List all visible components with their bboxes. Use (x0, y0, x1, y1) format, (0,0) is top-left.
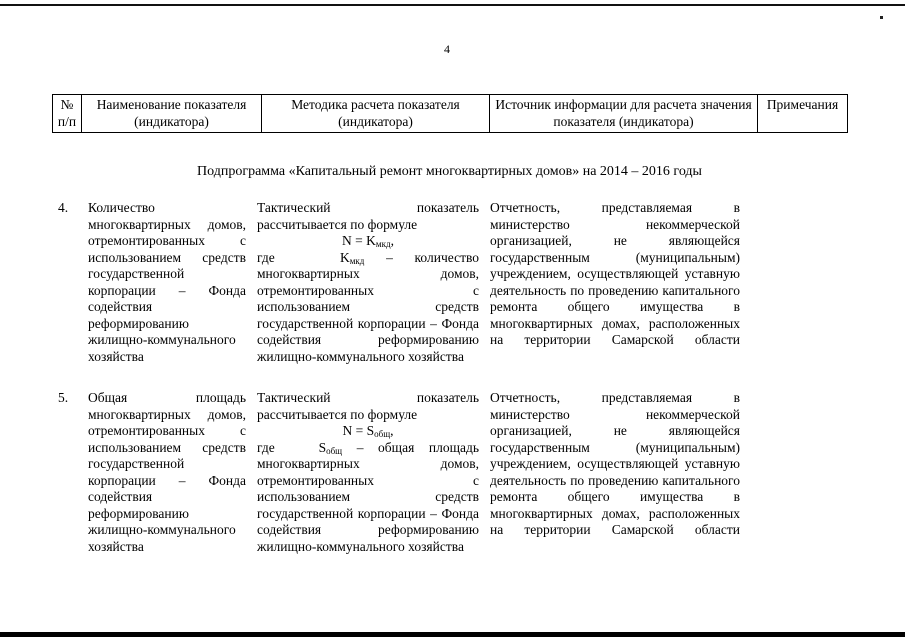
calculation-method (257, 390, 479, 555)
information-source: Отчетность, представляемая в министерство некоммерческой организацией, не являющейся государственным (муниципальным) учреждением, осуществляющей уставную деятельность по проведению капитального ремонта общего имущества в многоквартирных домах, расположенных на территории Самарской области (490, 200, 740, 347)
row-number: 5. (58, 390, 69, 405)
scan-mark (880, 16, 883, 19)
formula: $N = S_{общ}$, (342, 423, 394, 439)
formula: $N = K_{мкд}$, (342, 233, 394, 249)
bottom-border-line (0, 632, 905, 637)
header-note: Примечания (758, 95, 848, 133)
header-num: № п/п (53, 95, 82, 133)
variable-definition: где $S_{общ}$ – общая площадь многоквартирных домов, отремонтированных с использованием средств государственной корпорации – Фонда содействия реформированию жилищно-коммунального хозяйства (257, 439, 480, 554)
indicator-table-header (52, 94, 848, 133)
top-border-line (0, 4, 905, 6)
header-method: Методика расчета показателя (индикатора) (262, 95, 490, 133)
indicator-name: Общая площадь многоквартирных домов, отремонтированных с использованием средств государственной корпорации – Фонда содействия реформированию жилищно-коммунального хозяйства (88, 390, 246, 554)
information-source: Отчетность, представляемая в министерство некоммерческой организацией, не являющейся государственным (муниципальным) учреждением, осуществляющей уставную деятельность по проведению капитального ремонта общего имущества в многоквартирных домах, расположенных на территории Самарской области (490, 390, 740, 537)
header-row (53, 95, 848, 133)
variable-definition: где $K_{мкд}$ – количество многоквартирных домов, отремонтированных с использованием средств государственной корпорации – Фонда содействия реформированию жилищно-коммунального хозяйства (257, 249, 480, 364)
subprogram-title: Подпрограмма «Капитальный ремонт многоквартирных домов» на 2014 – 2016 годы (197, 164, 702, 179)
header-source: Источник информации для расчета значения показателя (индикатора) (490, 95, 758, 133)
method-intro: Тактический показатель рассчитывается по формуле (257, 390, 479, 422)
calculation-method (257, 200, 479, 365)
page-number: 4 (444, 42, 450, 56)
method-intro: Тактический показатель рассчитывается по формуле (257, 200, 479, 232)
row-number: 4. (58, 200, 69, 215)
header-name: Наименование показателя (индикатора) (82, 95, 262, 133)
indicator-name: Количество многоквартирных домов, отремонтированных с использованием средств государственной корпорации – Фонда содействия реформированию жилищно-коммунального хозяйства (88, 200, 246, 364)
